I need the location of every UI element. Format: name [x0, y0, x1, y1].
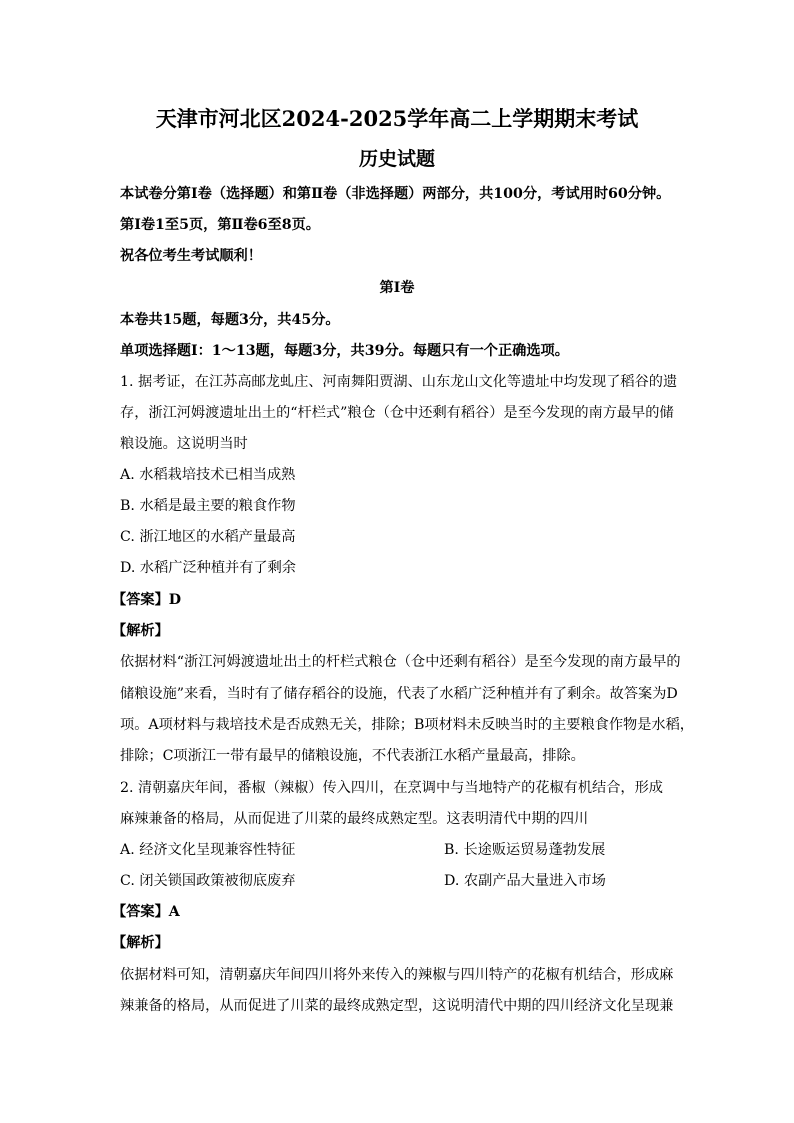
analysis-line: 辣兼备的格局，从而促进了川菜的最终成熟定型，这说明清代中期的四川经济文化呈现兼 [120, 998, 674, 1014]
option-a: A. 经济文化呈现兼容性特征 [120, 842, 296, 858]
part-heading: 第Ⅰ卷 [379, 280, 415, 296]
question-stem-line: 存，浙江河姆渡遗址出土的“杆栏式”粮仓（仓中还剩有稻谷）是至今发现的南方最早的储 [120, 405, 674, 421]
option-b: B. 长途贩运贸易蓬勃发展 [444, 842, 606, 858]
analysis-line: 依据材料“浙江河姆渡遗址出土的杆栏式粮仓（仓中还剩有稻谷）是至今发现的南方最早的 [120, 654, 681, 670]
analysis-line: 依据材料可知，清朝嘉庆年间四川将外来传入的辣椒与四川特产的花椒有机结合，形成麻 [120, 967, 674, 983]
question-stem-line: 2. 清朝嘉庆年间，番椒（辣椒）传入四川，在烹调中与当地特产的花椒有机结合，形成 [120, 780, 663, 796]
option-d: D. 水稻广泛种植并有了剩余 [120, 560, 296, 576]
option-b: B. 水稻是最主要的粮食作物 [120, 498, 296, 514]
answer-label: 【答案】D [112, 592, 182, 608]
question-stem-line: 1. 据考证，在江苏高邮龙虬庄、河南舞阳贾湖、山东龙山文化等遗址中均发现了稻谷的遗 [120, 374, 678, 390]
option-c: C. 闭关锁国政策被彻底废弃 [120, 873, 296, 889]
answer-label: 【答案】A [112, 904, 180, 920]
question-stem-line: 粮设施。这说明当时 [120, 436, 248, 452]
analysis-label: 【解析】 [112, 623, 169, 639]
intro-line: 第Ⅰ卷1至5页，第Ⅱ卷6至8页。 [120, 217, 320, 233]
section-instruction: 单项选择题Ⅰ：1～13题，每题3分，共39分。每题只有一个正确选项。 [120, 343, 569, 359]
intro-line: 本试卷分第Ⅰ卷（选择题）和第Ⅱ卷（非选择题）两部分，共100分，考试用时60分钟。 [120, 186, 671, 202]
option-d: D. 农副产品大量进入市场 [444, 873, 606, 889]
analysis-label: 【解析】 [112, 935, 169, 951]
analysis-line: 储粮设施”来看，当时有了储存稻谷的设施，代表了水稻广泛种植并有了剩余。故答案为D [120, 686, 678, 702]
page-subtitle: 历史试题 [358, 148, 435, 170]
option-a: A. 水稻栽培技术已相当成熟 [120, 467, 296, 483]
analysis-line: 排除；C项浙江一带有最早的储粮设施，不代表浙江水稻产量最高，排除。 [120, 748, 585, 764]
part-note: 本卷共15题，每题3分，共45分。 [120, 312, 340, 328]
intro-line: 祝各位考生考试顺利！ [120, 248, 262, 264]
analysis-line: 项。A项材料与栽培技术是否成熟无关，排除；B项材料未反映当时的主要粮食作物是水稻， [120, 717, 694, 733]
page-title: 天津市河北区2024-2025学年高二上学期期末考试 [155, 106, 639, 131]
question-stem-line: 麻辣兼备的格局，从而促进了川菜的最终成熟定型。这表明清代中期的四川 [120, 811, 589, 827]
option-c: C. 浙江地区的水稻产量最高 [120, 529, 296, 545]
